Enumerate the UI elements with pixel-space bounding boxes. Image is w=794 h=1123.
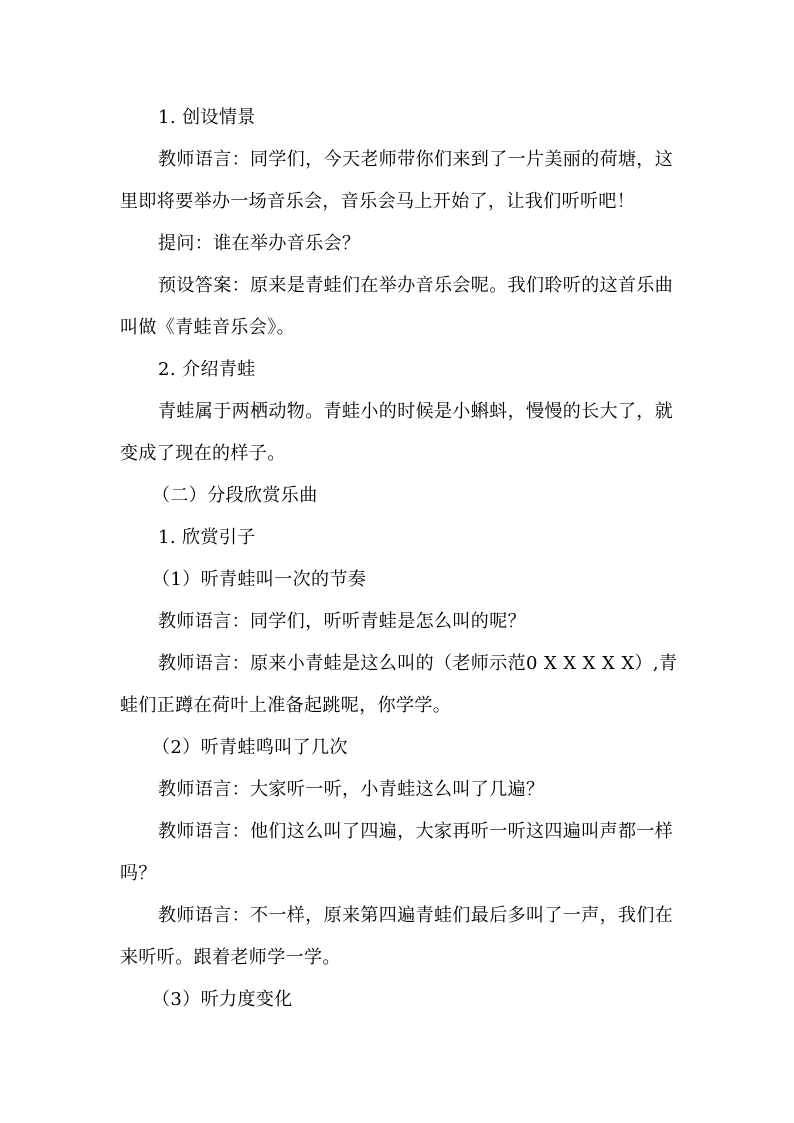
paragraph-line: 教师语言：不一样，原来第四遍青蛙们最后多叫了一声，我们在 bbox=[158, 905, 674, 926]
paragraph-line: 吗？ bbox=[120, 863, 157, 884]
paragraph-line: 来听听。跟着老师学一学。 bbox=[120, 947, 341, 968]
heading-2-frog: 2. 介绍青蛙 bbox=[158, 359, 256, 380]
section-heading: （二）分段欣赏乐曲 bbox=[152, 485, 318, 506]
paragraph-line: 青蛙属于两栖动物。青蛙小的时候是小蝌蚪，慢慢的长大了，就 bbox=[158, 401, 674, 422]
question-line: 提问：谁在举办音乐会？ bbox=[158, 233, 361, 254]
subheading: （3）听力度变化 bbox=[152, 989, 293, 1010]
paragraph-line: 教师语言：他们这么叫了四遍，大家再听一听这四遍叫声都一样 bbox=[158, 821, 674, 842]
heading-1-intro: 1. 欣赏引子 bbox=[158, 527, 256, 548]
paragraph-line: 里即将要举办一场音乐会，音乐会马上开始了，让我们听听吧！ bbox=[120, 191, 636, 212]
paragraph-line: 变成了现在的样子。 bbox=[120, 443, 286, 464]
paragraph-line: 预设答案：原来是青蛙们在举办音乐会呢。我们聆听的这首乐曲 bbox=[158, 275, 674, 296]
paragraph-line: 教师语言：大家听一听，小青蛙这么叫了几遍？ bbox=[158, 779, 545, 800]
paragraph-line: 教师语言：同学们，听听青蛙是怎么叫的呢？ bbox=[158, 611, 526, 632]
paragraph-line: 教师语言：原来小青蛙是这么叫的（老师示范0 X X X X X）,青 bbox=[158, 653, 678, 674]
subheading: （2）听青蛙鸣叫了几次 bbox=[152, 737, 348, 758]
heading-1-scene: 1. 创设情景 bbox=[158, 107, 256, 128]
subheading: （1）听青蛙叫一次的节奏 bbox=[152, 569, 367, 590]
paragraph-line: 叫做《青蛙音乐会》。 bbox=[120, 317, 295, 338]
paragraph-line: 蛙们正蹲在荷叶上准备起跳呢，你学学。 bbox=[120, 695, 452, 716]
paragraph-line: 教师语言：同学们，今天老师带你们来到了一片美丽的荷塘，这 bbox=[158, 149, 674, 170]
